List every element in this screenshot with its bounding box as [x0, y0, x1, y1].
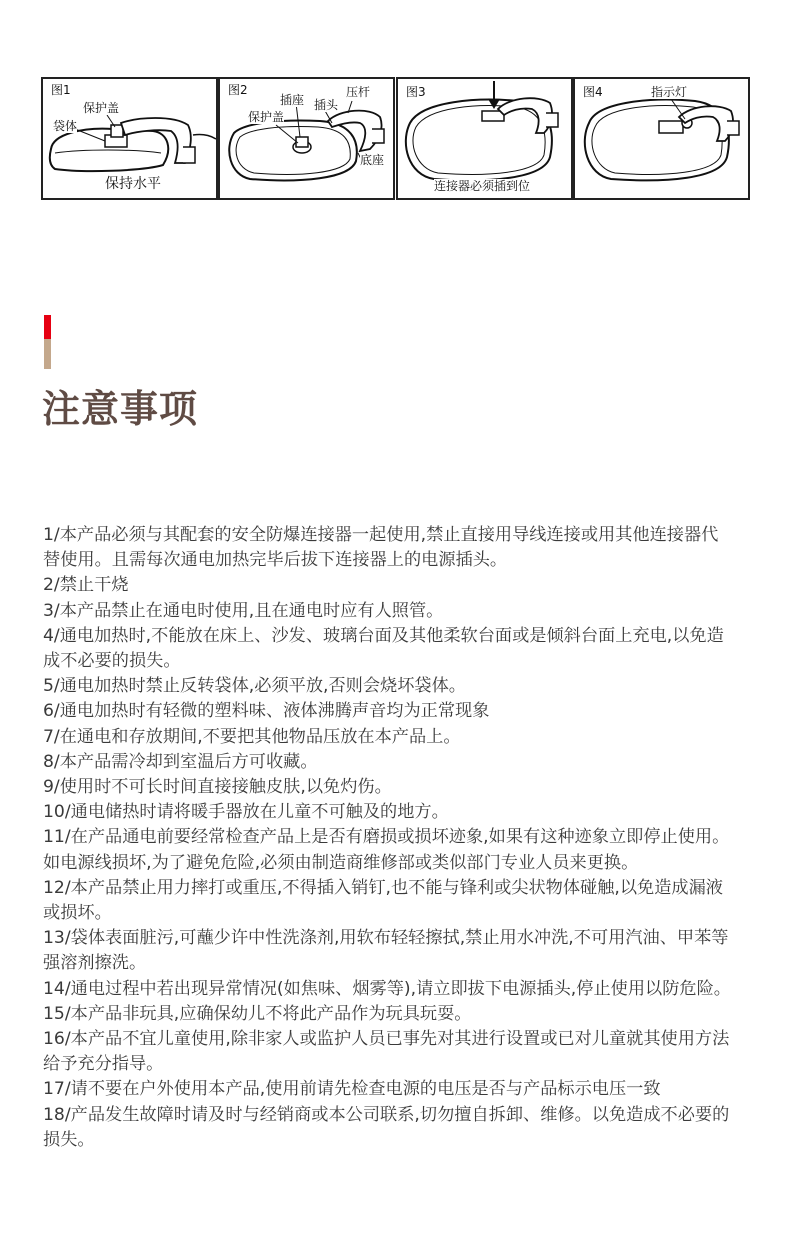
precautions-list: [43, 523, 733, 1153]
figure-1-caption: 保持水平: [105, 176, 161, 192]
precaution-item: 2/禁止干烧: [43, 575, 129, 596]
precaution-item: 16/本产品不宜儿童使用,除非家人或监护人员已事先对其进行设置或已对儿童就其使用方法给予充分指导。: [43, 1029, 730, 1075]
precaution-item: 8/本产品需冷却到室温后方可收藏。: [43, 751, 318, 772]
figure-4-title: 图4: [583, 85, 603, 99]
figure-1-pouch-label: 袋体: [53, 119, 78, 133]
figure-1-title: 图1: [51, 83, 71, 97]
precaution-item: 7/在通电和存放期间,不要把其他物品压放在本产品上。: [43, 726, 461, 747]
precaution-item: 5/通电加热时禁止反转袋体,必须平放,否则会烧坏袋体。: [43, 676, 466, 697]
figure-3-title: 图3: [406, 85, 426, 99]
figure-4-indicator-label: 指示灯: [651, 85, 688, 99]
figure-3-caption: 连接器必须插到位: [434, 179, 531, 193]
figure-2: [218, 77, 395, 200]
figure-2-title: 图2: [228, 83, 248, 97]
precaution-item: 10/通电储热时请将暖手器放在儿童不可触及的地方。: [43, 802, 449, 823]
precaution-item: 3/本产品禁止在通电时使用,且在通电时应有人照管。: [43, 600, 444, 621]
figure-2-lever-label: 压杆: [346, 85, 371, 99]
figure-1-cap-label: 保护盖: [83, 101, 120, 115]
figure-2-plug-label: 插头: [314, 98, 339, 112]
figure-3: [396, 77, 573, 200]
precaution-item: 15/本产品非玩具,应确保幼儿不将此产品作为玩具玩耍。: [43, 1003, 472, 1024]
figure-2-base-label: 底座: [360, 153, 385, 167]
figure-4: [573, 77, 750, 200]
precaution-item: 18/产品发生故障时请及时与经销商或本公司联系,切勿擅自拆卸、维修。以免造成不必要的损失。: [43, 1104, 730, 1150]
precaution-item: 6/通电加热时有轻微的塑料味、液体沸腾声音均为正常现象: [43, 701, 490, 722]
illustration-strip: [41, 77, 750, 200]
precaution-item: 14/通电过程中若出现异常情况(如焦味、烟雾等),请立即拔下电源插头,停止使用以防危险。: [43, 978, 731, 999]
accent-bar-tan: [44, 339, 51, 369]
precaution-item: 13/袋体表面脏污,可蘸少许中性洗涤剂,用软布轻轻擦拭,禁止用水冲洗,不可用汽油、甲苯等强溶剂擦洗。: [43, 928, 729, 974]
figure-2-socket-label: 插座: [280, 93, 305, 107]
precaution-item: 11/在产品通电前要经常检查产品上是否有磨损或损坏迹象,如果有这种迹象立即停止使用。如电源线损坏,为了避免危险,必须由制造商维修部或类似部门专业人员来更换。: [43, 827, 730, 873]
section-title: 注意事项: [42, 386, 199, 431]
precaution-item: 17/请不要在户外使用本产品,使用前请先检查电源的电压是否与产品标示电压一致: [43, 1079, 661, 1100]
figure-2-cap-label: 保护盖: [248, 110, 285, 124]
precaution-item: 4/通电加热时,不能放在床上、沙发、玻璃台面及其他柔软台面或是倾斜台面上充电,以免造成不必要的损失。: [43, 625, 724, 672]
precaution-item: 1/本产品必须与其配套的安全防爆连接器一起使用,禁止直接用导线连接或用其他连接器代替使用。且需每次通电加热完毕后拔下连接器上的电源插头。: [43, 525, 719, 571]
precaution-item: 12/本产品禁止用力摔打或重压,不得插入销钉,也不能与锋利或尖状物体碰触,以免造成漏液或损坏。: [43, 877, 723, 924]
accent-bar-red: [44, 315, 51, 339]
figure-1: [41, 77, 218, 200]
precaution-item: 9/使用时不可长时间直接接触皮肤,以免灼伤。: [43, 777, 392, 798]
